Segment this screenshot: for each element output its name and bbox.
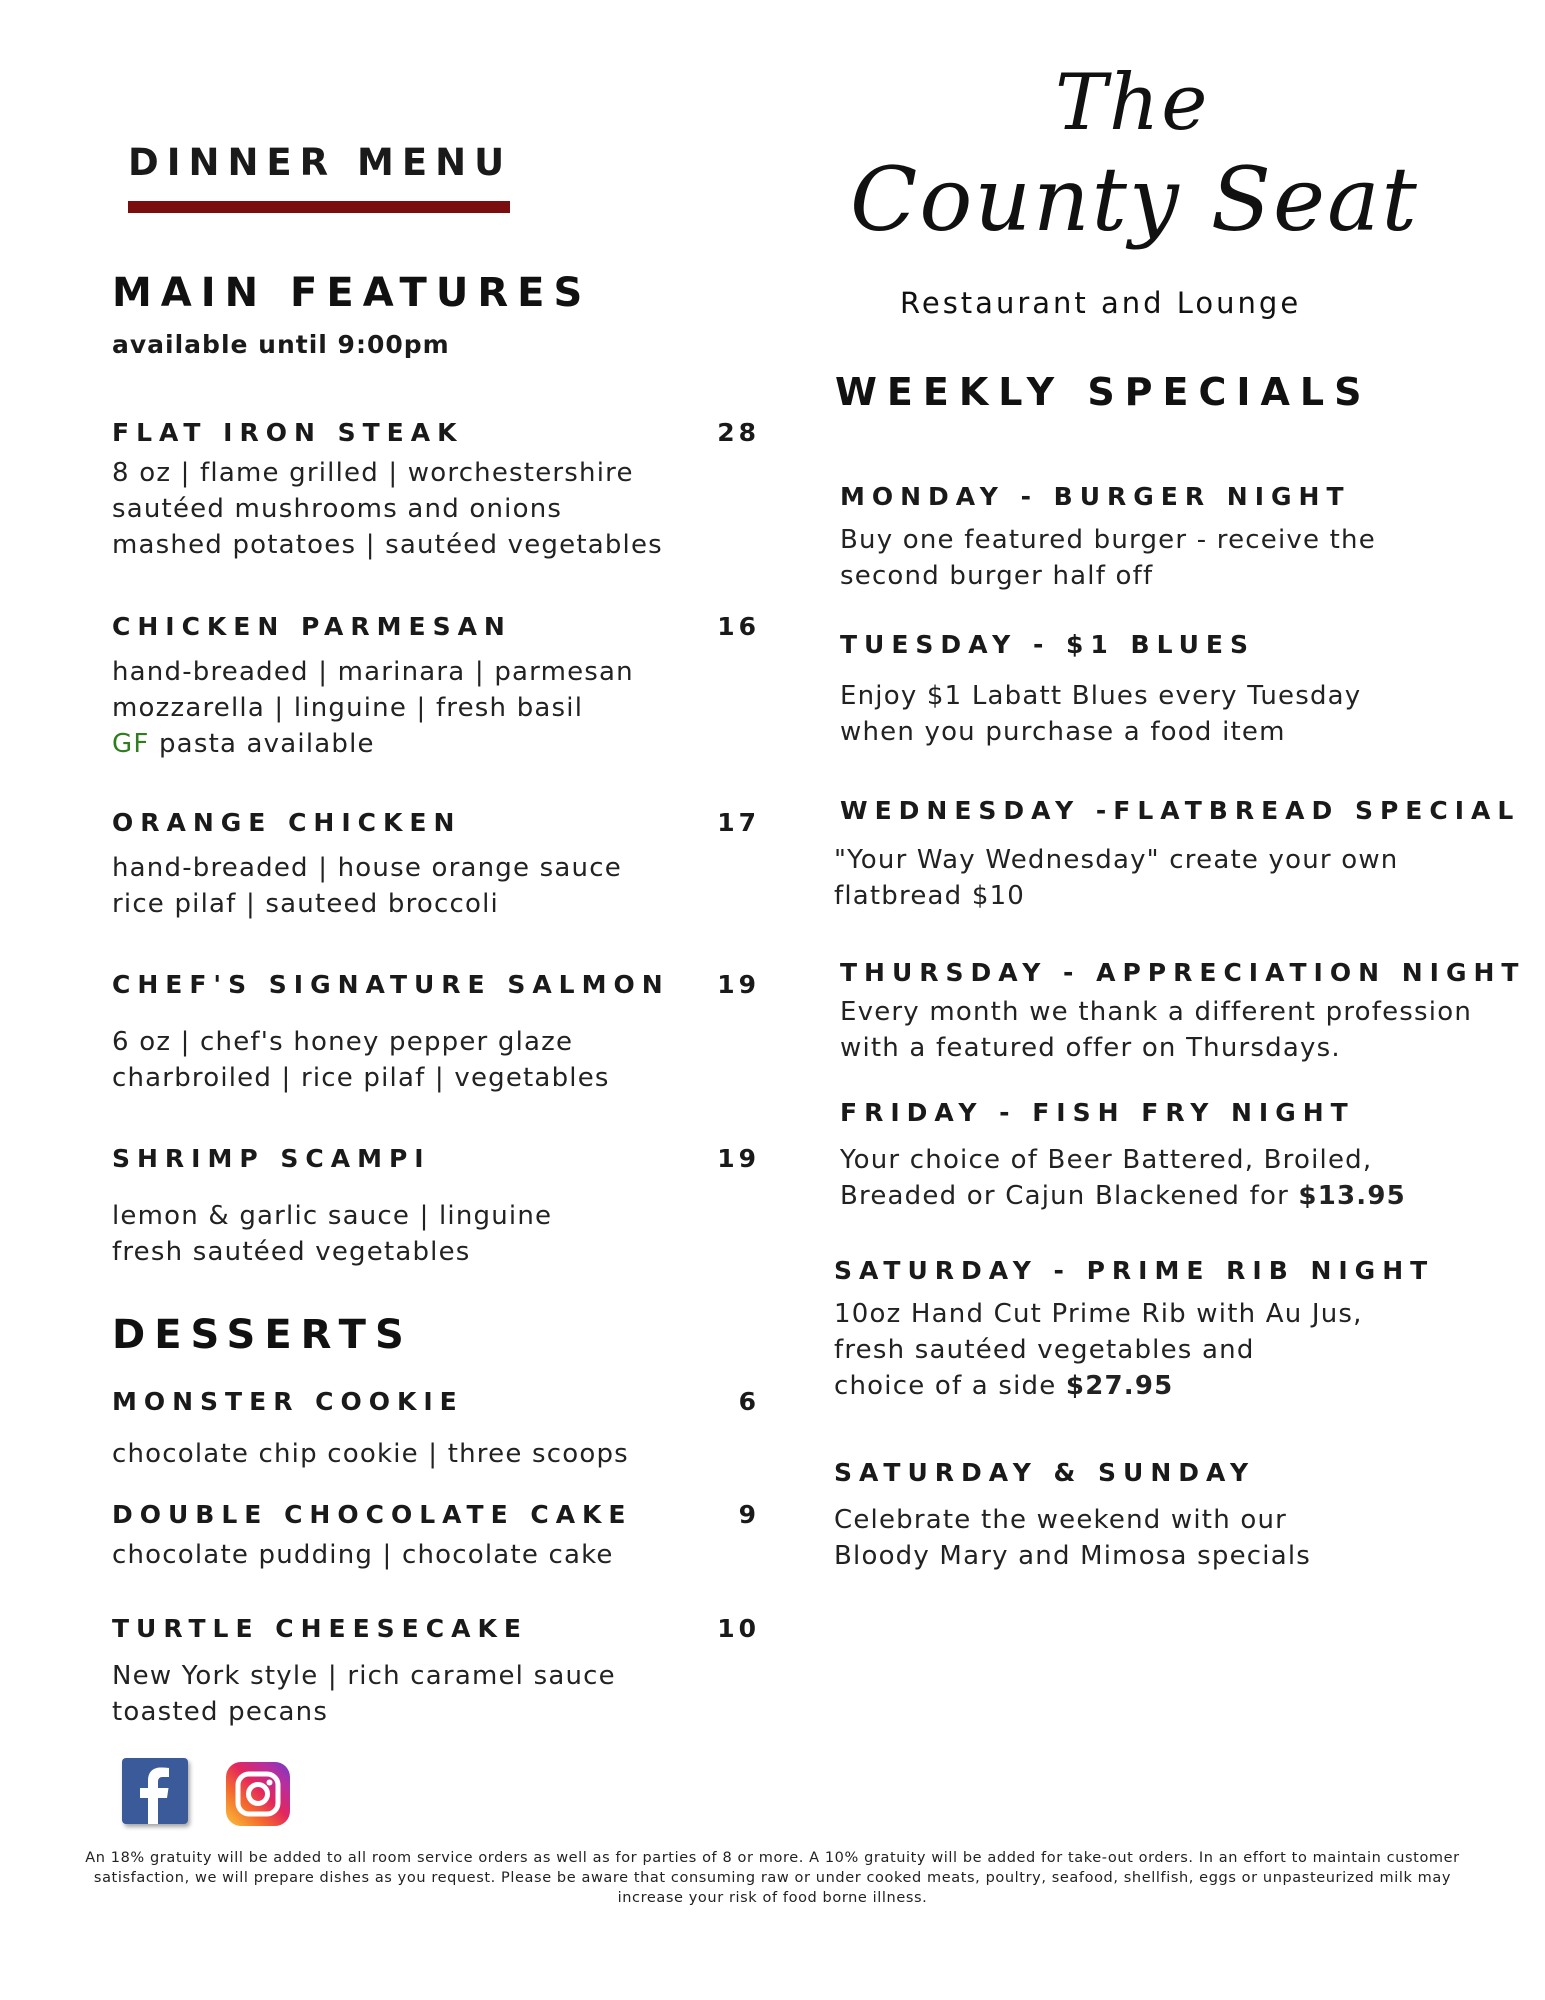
item-price: 9 xyxy=(738,1500,760,1529)
facebook-icon[interactable] xyxy=(122,1758,188,1824)
gf-text: pasta available xyxy=(149,729,375,759)
special-description xyxy=(840,678,1361,750)
footer-disclaimer xyxy=(55,1848,1490,1908)
desc-line: 6 oz | chef's honey pepper glaze xyxy=(112,1027,574,1057)
item-description xyxy=(112,850,622,922)
footer-line: An 18% gratuity will be added to all room service orders as well as for parties of 8 or more. A 10% gratuity will be added for take-out orders. In an effort to maintain customer xyxy=(85,1850,1460,1866)
special-description xyxy=(840,1142,1406,1214)
desc-line: New York style | rich caramel sauce xyxy=(112,1661,616,1691)
special-title: MONDAY - BURGER NIGHT xyxy=(840,482,1351,511)
item-name: MONSTER COOKIE xyxy=(112,1387,464,1416)
desc-line: Enjoy $1 Labatt Blues every Tuesday xyxy=(840,681,1362,711)
desc-line: hand-breaded | house orange sauce xyxy=(112,853,622,883)
item-price: 6 xyxy=(738,1387,760,1416)
logo-tagline: Restaurant and Lounge xyxy=(900,286,1302,320)
desc-line: with a featured offer on Thursdays. xyxy=(840,1033,1341,1063)
special-description xyxy=(840,994,1472,1066)
special-title: FRIDAY - FISH FRY NIGHT xyxy=(840,1098,1355,1127)
item-name: ORANGE CHICKEN xyxy=(112,808,462,837)
menu-title: DINNER MENU xyxy=(128,141,513,184)
desc-line xyxy=(834,1368,1363,1404)
item-price: 28 xyxy=(717,418,760,447)
item-description xyxy=(112,1658,616,1730)
instagram-glyph xyxy=(226,1762,290,1826)
item-description xyxy=(112,1024,610,1096)
gf-tag: GF xyxy=(112,729,150,759)
item-price: 17 xyxy=(717,808,760,837)
desc-line: chocolate pudding | chocolate cake xyxy=(112,1540,614,1570)
desc-line: mashed potatoes | sautéed vegetables xyxy=(112,530,663,560)
special-description xyxy=(834,1296,1363,1404)
desc-line: hand-breaded | marinara | parmesan xyxy=(112,657,634,687)
menu-title-underline xyxy=(128,201,510,213)
item-price: 19 xyxy=(717,1144,760,1173)
facebook-glyph xyxy=(122,1758,188,1824)
main-features-heading: MAIN FEATURES xyxy=(112,270,592,316)
instagram-icon[interactable] xyxy=(226,1762,290,1826)
desc-line xyxy=(840,1178,1406,1214)
item-name: CHICKEN PARMESAN xyxy=(112,612,512,641)
special-description xyxy=(834,1502,1311,1574)
desc-line: 10oz Hand Cut Prime Rib with Au Jus, xyxy=(834,1299,1363,1329)
desc-line: sautéed mushrooms and onions xyxy=(112,494,563,524)
item-name: FLAT IRON STEAK xyxy=(112,418,464,447)
desc-line: flatbread $10 xyxy=(834,881,1026,911)
item-price: 10 xyxy=(717,1614,760,1643)
desc-line: 8 oz | flame grilled | worchestershire xyxy=(112,458,634,488)
desc-line: mozzarella | linguine | fresh basil xyxy=(112,693,584,723)
desc-line: chocolate chip cookie | three scoops xyxy=(112,1439,629,1469)
item-name: CHEF'S SIGNATURE SALMON xyxy=(112,970,670,999)
desc-line: "Your Way Wednesday" create your own xyxy=(834,845,1399,875)
footer-line: satisfaction, we will prepare dishes as you request. Please be aware that consuming raw or under cooked meats, poultry, seafood, shellfish, eggs or unpasteurized milk may xyxy=(93,1870,1452,1886)
special-title: SATURDAY & SUNDAY xyxy=(834,1458,1256,1487)
desc-text: Breaded or Cajun Blackened for xyxy=(840,1181,1299,1211)
logo-name: County Seat xyxy=(850,148,1419,251)
desc-line: toasted pecans xyxy=(112,1697,329,1727)
desc-line: Your choice of Beer Battered, Broiled, xyxy=(840,1145,1373,1175)
item-name: DOUBLE CHOCOLATE CAKE xyxy=(112,1500,633,1529)
logo-the: The xyxy=(1055,58,1210,148)
special-title: THURSDAY - APPRECIATION NIGHT xyxy=(840,958,1526,987)
item-description xyxy=(112,455,663,563)
desserts-heading: DESSERTS xyxy=(112,1312,413,1358)
desc-line: Buy one featured burger - receive the xyxy=(840,525,1376,555)
desc-line xyxy=(112,726,634,762)
desc-line: fresh sautéed vegetables and xyxy=(834,1335,1255,1365)
desc-text: choice of a side xyxy=(834,1371,1066,1401)
desc-line: lemon & garlic sauce | linguine xyxy=(112,1201,553,1231)
desc-line: Bloody Mary and Mimosa specials xyxy=(834,1541,1312,1571)
special-price: $27.95 xyxy=(1065,1371,1174,1401)
desc-line: rice pilaf | sauteed broccoli xyxy=(112,889,499,919)
desc-line: Every month we thank a different profession xyxy=(840,997,1472,1027)
desc-line: Celebrate the weekend with our xyxy=(834,1505,1288,1535)
special-title: SATURDAY - PRIME RIB NIGHT xyxy=(834,1256,1435,1285)
special-price: $13.95 xyxy=(1298,1181,1406,1211)
desc-line: when you purchase a food item xyxy=(840,717,1286,747)
item-name: TURTLE CHEESECAKE xyxy=(112,1614,528,1643)
item-description xyxy=(112,1198,552,1270)
item-price: 19 xyxy=(717,970,760,999)
desc-line: second burger half off xyxy=(840,561,1154,591)
footer-line: increase your risk of food borne illness. xyxy=(617,1890,928,1906)
special-description xyxy=(840,522,1376,594)
item-price: 16 xyxy=(717,612,760,641)
special-title: WEDNESDAY -FLATBREAD SPECIAL xyxy=(840,796,1521,825)
item-description xyxy=(112,1436,629,1472)
desc-line: charbroiled | rice pilaf | vegetables xyxy=(112,1063,610,1093)
weekly-specials-heading: WEEKLY SPECIALS xyxy=(835,370,1372,414)
special-description xyxy=(834,842,1398,914)
item-name: SHRIMP SCAMPI xyxy=(112,1144,431,1173)
item-description xyxy=(112,1537,614,1573)
item-description xyxy=(112,654,634,762)
special-title: TUESDAY - $1 BLUES xyxy=(840,630,1256,659)
main-features-subheading: available until 9:00pm xyxy=(112,330,450,359)
desc-line: fresh sautéed vegetables xyxy=(112,1237,471,1267)
